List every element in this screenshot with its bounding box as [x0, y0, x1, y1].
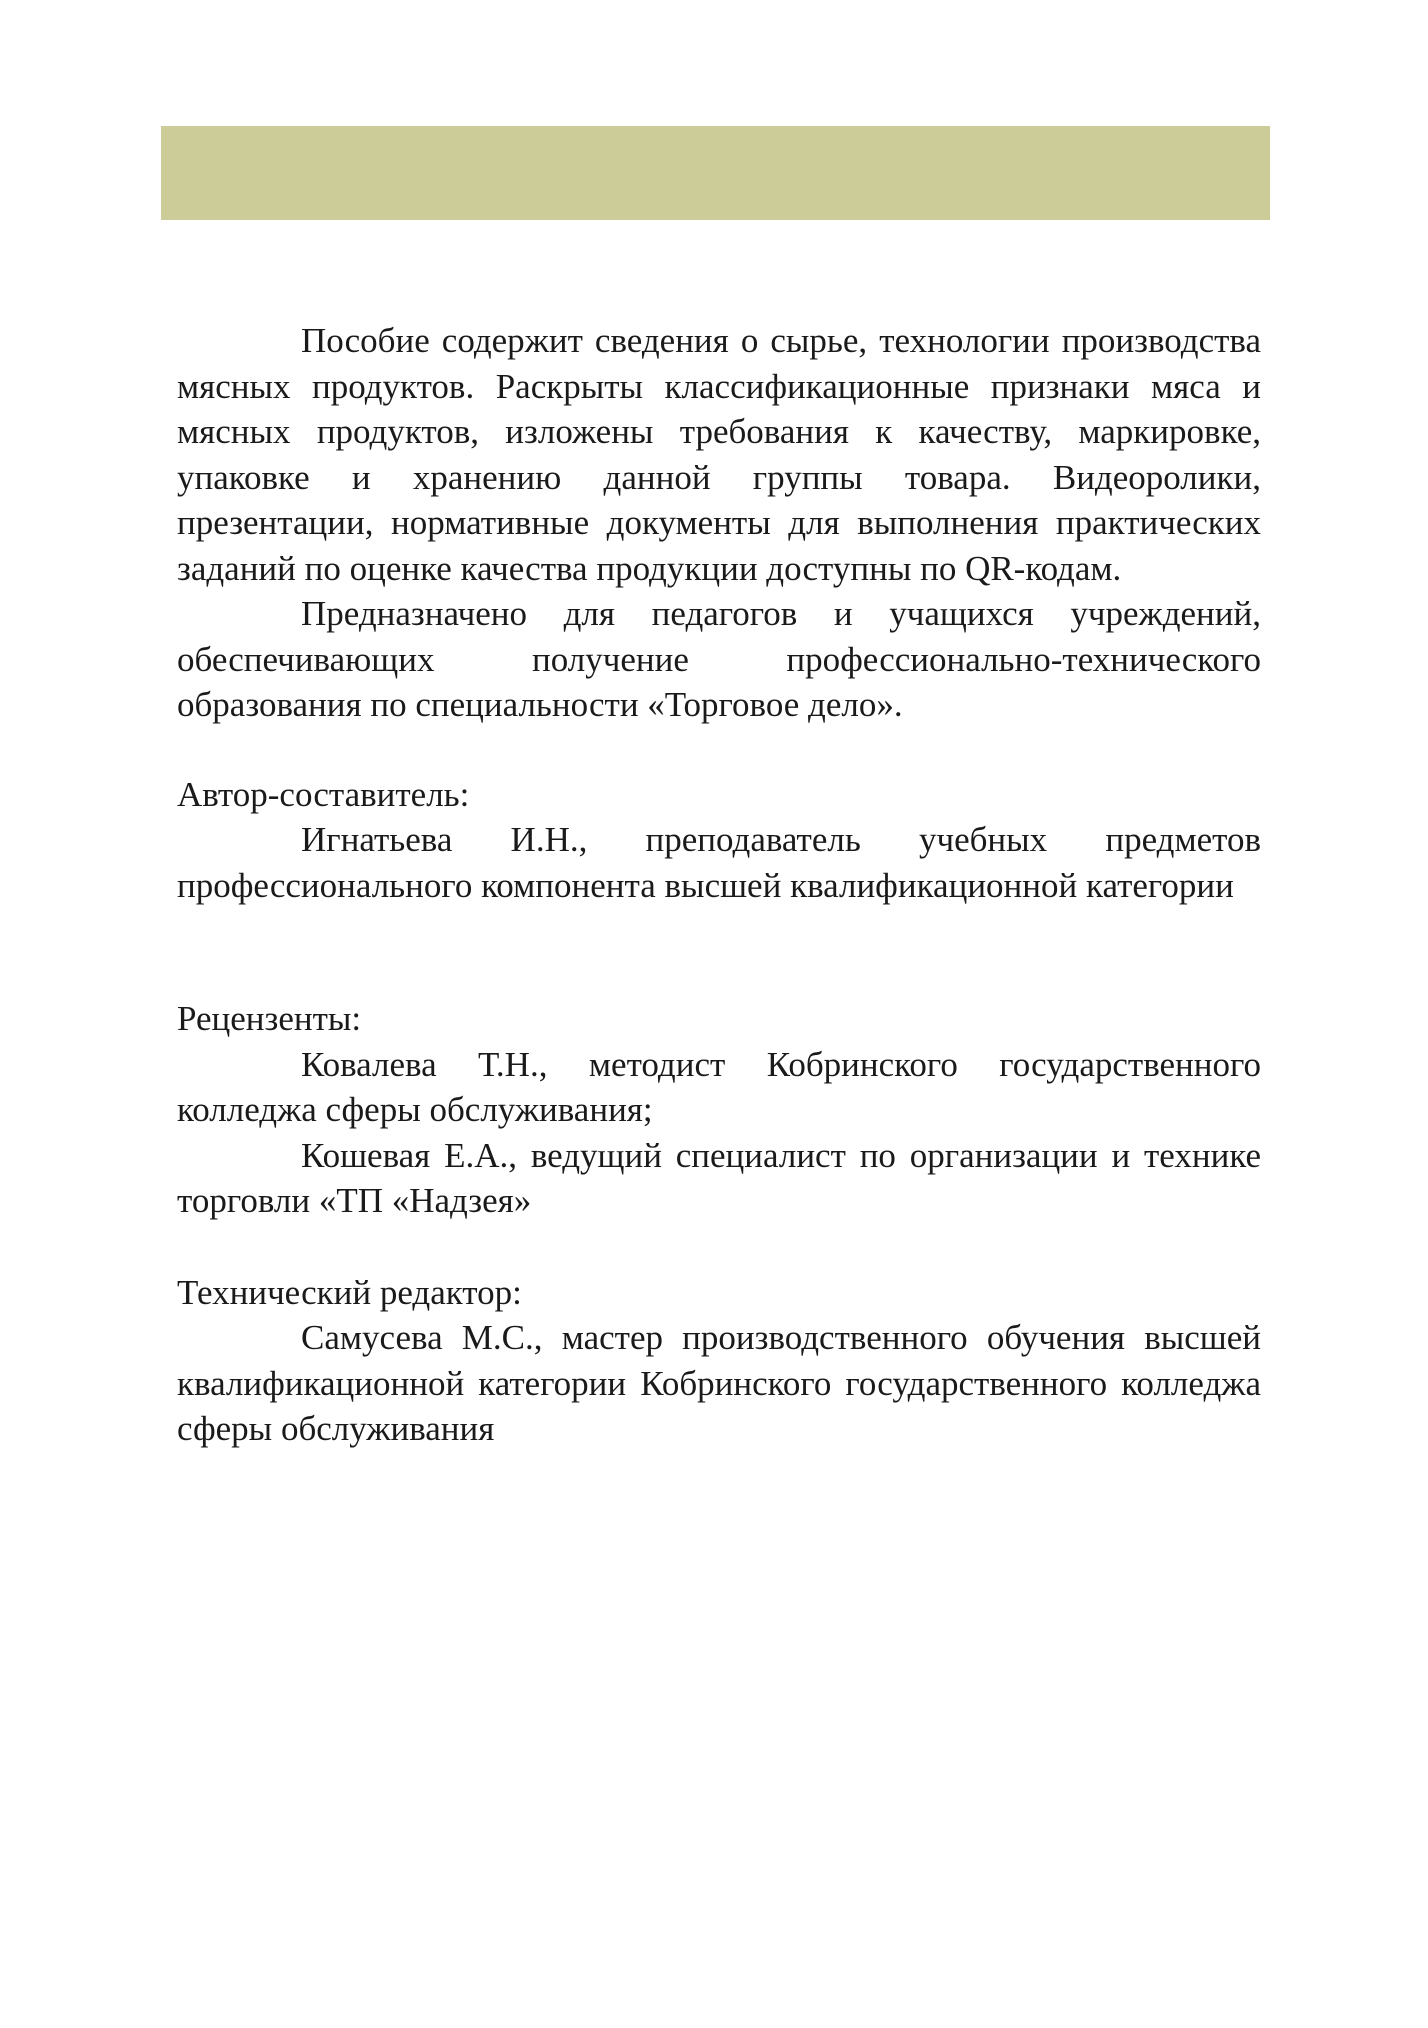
author-text: Игнатьева И.Н., преподаватель учебных предметов профессионального компонента высшей квалификационной категории: [177, 820, 1261, 905]
reviewer-item: Ковалева Т.Н., методист Кобринского государственного колледжа сферы обслуживания;: [177, 1044, 1261, 1129]
annotation-paragraph-1: Пособие содержит сведения о сырье, технологии производства мясных продуктов. Раскрыты классификационные признаки мяса и мясных продуктов, изложены требования к качеству, маркировке, упаковке и хранению данной группы товара. Видеоролики, презентации, нормативные документы для выполнения практических заданий по оценке качества продукции доступны по QR-кодам.: [177, 321, 1261, 588]
reviewer-item: Кошевая Е.А., ведущий специалист по организации и технике торговли «ТП «Надзея»: [177, 1135, 1261, 1220]
spacer: [177, 1224, 1261, 1270]
tech-editor-heading: Технический редактор:: [177, 1272, 522, 1312]
annotation-paragraph-2: Предназначено для педагогов и учащихся учреждений, обеспечивающих получение профессионально-технического образования по специальности «Торговое дело».: [177, 594, 1261, 724]
header-band: [161, 126, 1270, 220]
reviewers-heading: Рецензенты:: [177, 999, 362, 1038]
tech-editor-text: Самусева М.С., мастер производственного обучения высшей квалификационной категории Кобринского государственного колледжа сферы обслуживания: [177, 1318, 1261, 1448]
imprint-content: [177, 318, 1261, 1452]
spacer: [177, 908, 1261, 996]
author-heading: Автор-составитель:: [177, 774, 470, 814]
spacer: [177, 728, 1261, 772]
